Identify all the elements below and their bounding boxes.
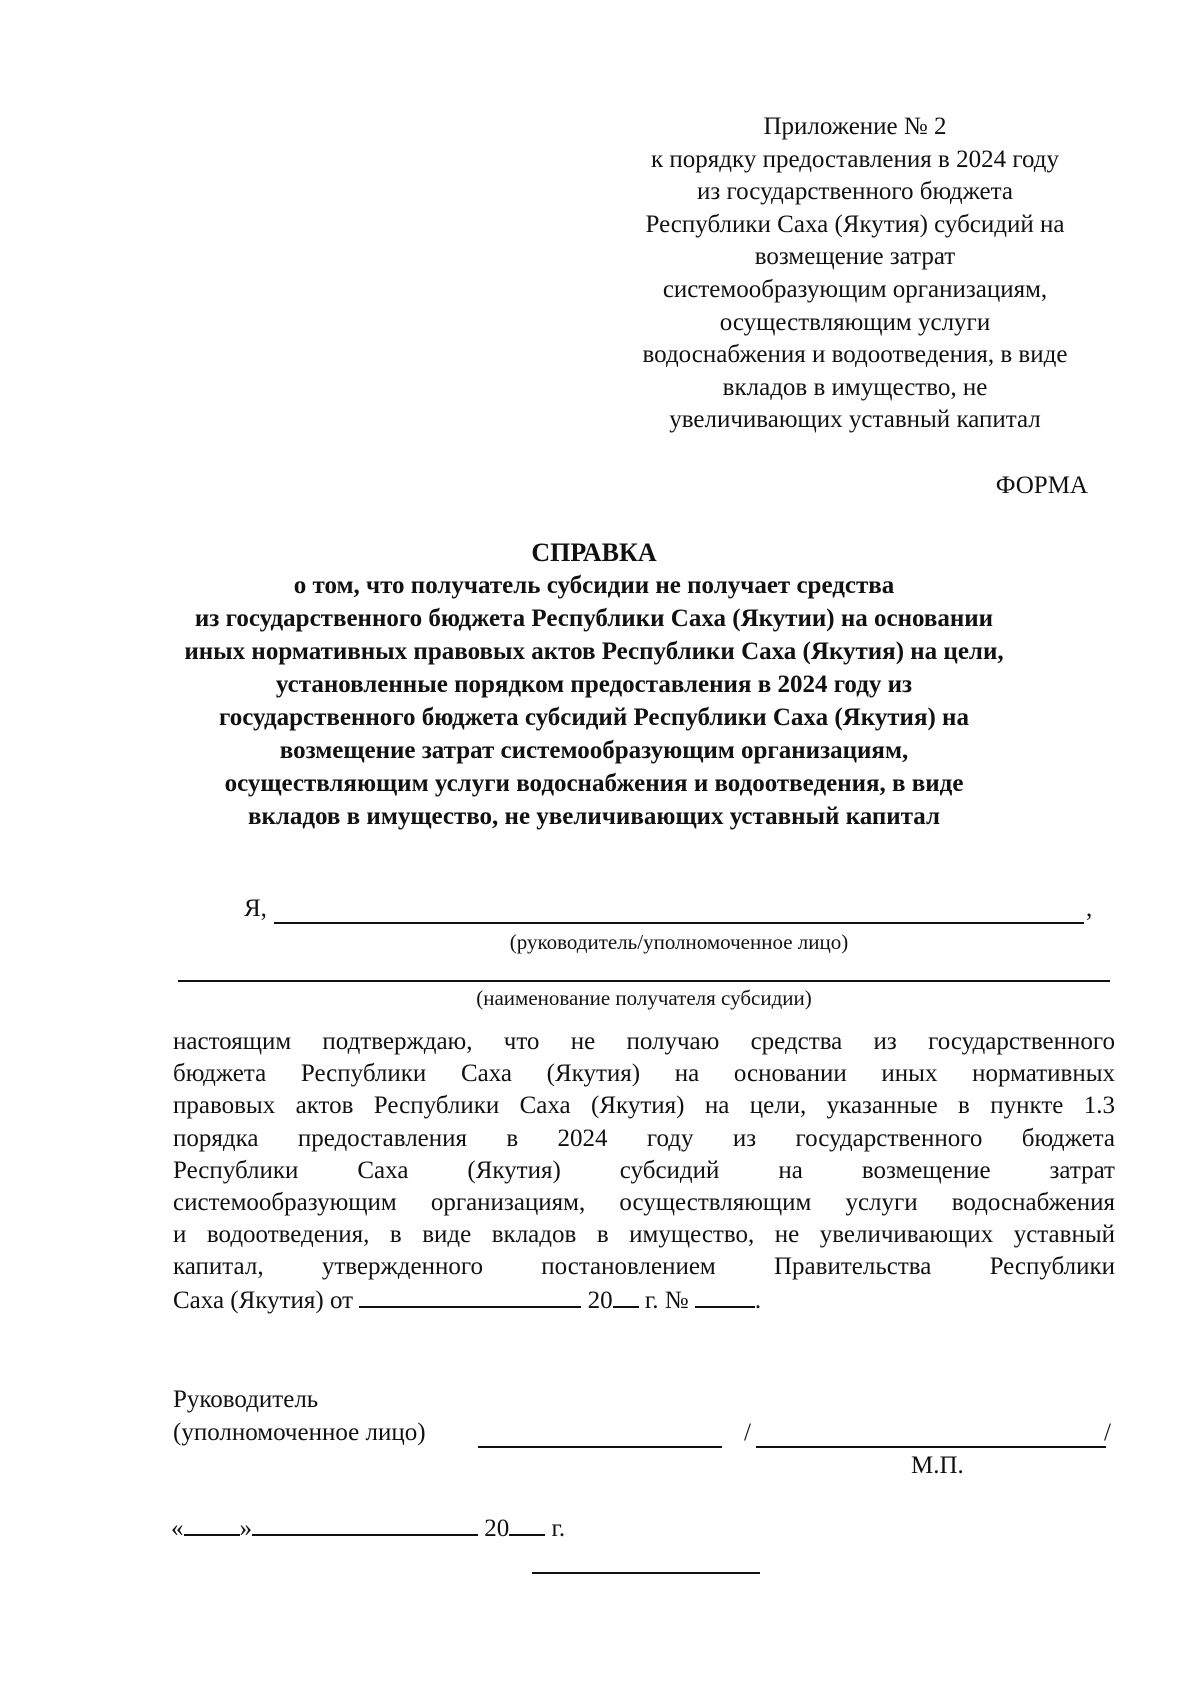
signatory-role-note: (уполномоченное лицо) [173, 1419, 426, 1446]
signature-name-field[interactable] [756, 1446, 1106, 1448]
appendix-line: увеличивающих уставный капитал [669, 406, 1041, 434]
separator-line [532, 1572, 760, 1574]
resolution-number-field[interactable] [695, 1284, 755, 1308]
resolution-year-prefix: 20 [587, 1286, 613, 1314]
recipient-caption: (наименование получателя субсидии) [476, 986, 812, 1010]
resolution-number-label: г. № [644, 1286, 689, 1314]
title-line: возмещение затрат системообразующим организациям, [279, 737, 909, 764]
title-main: СПРАВКА [531, 538, 657, 567]
title-line: государственного бюджета субсидий Республики Саха (Якутия) на [219, 704, 969, 731]
appendix-line: Приложение № 2 [763, 113, 947, 140]
title-line: о том, что получатель субсидии не получает средства [293, 572, 895, 599]
body-line: капитал, утвержденного постановлением Правительства Республики [173, 1253, 1115, 1281]
appendix-line: Республики Саха (Якутия) субсидий на [645, 210, 1065, 238]
date-year-suffix: г. [551, 1515, 566, 1542]
title-line: из государственного бюджета Республики Саха (Якутии) на основании [194, 605, 994, 632]
confirmation-paragraph [173, 1026, 1115, 1317]
form-label: ФОРМА [995, 472, 1088, 499]
signature-slash-close: / [1104, 1419, 1111, 1446]
title-line: вкладов в имущество, не увеличивающих уставный капитал [247, 803, 941, 830]
appendix-line: возмещение затрат [754, 243, 956, 271]
body-line: бюджета Республики Саха (Якутия) на основании иных нормативных [173, 1060, 1115, 1088]
date-open-quote: « [171, 1515, 184, 1542]
declarant-suffix: , [1086, 895, 1093, 922]
appendix-line: вкладов в имущество, не [722, 373, 988, 401]
date-row [171, 1512, 565, 1545]
recipient-name-field[interactable] [178, 980, 1110, 982]
title-line: иных нормативных правовых актов Республики Саха (Якутия) на цели, [184, 638, 1004, 665]
signatory-role: Руководитель [173, 1386, 319, 1413]
signature-slash-open: / [744, 1419, 751, 1446]
body-last-end: . [754, 1286, 762, 1314]
stamp-placeholder: М.П. [911, 1452, 964, 1479]
date-month-field[interactable] [252, 1512, 478, 1536]
declarant-name-field[interactable] [274, 922, 1084, 924]
body-line: настоящим подтверждаю, что не получаю средства из государственного [173, 1028, 1115, 1055]
appendix-line: водоснабжения и водоотведения, в виде [642, 341, 1068, 369]
appendix-header [620, 111, 1090, 437]
appendix-line: из государственного бюджета [697, 178, 1013, 206]
resolution-year-field[interactable] [613, 1284, 639, 1308]
signature-field[interactable] [478, 1446, 722, 1448]
title-line: осуществляющим услуги водоснабжения и водоотведения, в виде [224, 770, 964, 797]
appendix-line: системообразующим организациям, [662, 275, 1048, 303]
declarant-prefix: Я, [244, 895, 267, 922]
date-year-field[interactable] [509, 1512, 545, 1536]
appendix-line: осуществляющим услуги [719, 308, 991, 336]
appendix-line: к порядку предоставления в 2024 году [651, 145, 1059, 173]
title-line: установленные порядком предоставления в 2024 году из [275, 671, 913, 698]
declarant-caption: (руководитель/уполномоченное лицо) [509, 930, 849, 954]
date-year-prefix: 20 [484, 1515, 510, 1542]
body-last-start: Саха (Якутия) от [173, 1286, 354, 1314]
body-line: правовых актов Республики Саха (Якутия) на цели, указанные в пункте 1.3 [173, 1092, 1115, 1120]
date-close-quote: » [239, 1515, 252, 1542]
body-line: порядка предоставления в 2024 году из государственного бюджета [173, 1124, 1115, 1152]
body-line: Республики Саха (Якутия) субсидий на возмещение затрат [173, 1156, 1115, 1184]
body-last-line [173, 1284, 1115, 1317]
body-line: системообразующим организациям, осуществляющим услуги водоснабжения [173, 1189, 1115, 1217]
body-line: и водоотведения, в виде вкладов в имущество, не увеличивающих уставный [173, 1221, 1115, 1249]
date-day-field[interactable] [184, 1512, 240, 1536]
resolution-date-field[interactable] [359, 1284, 581, 1308]
document-title [150, 536, 1038, 833]
